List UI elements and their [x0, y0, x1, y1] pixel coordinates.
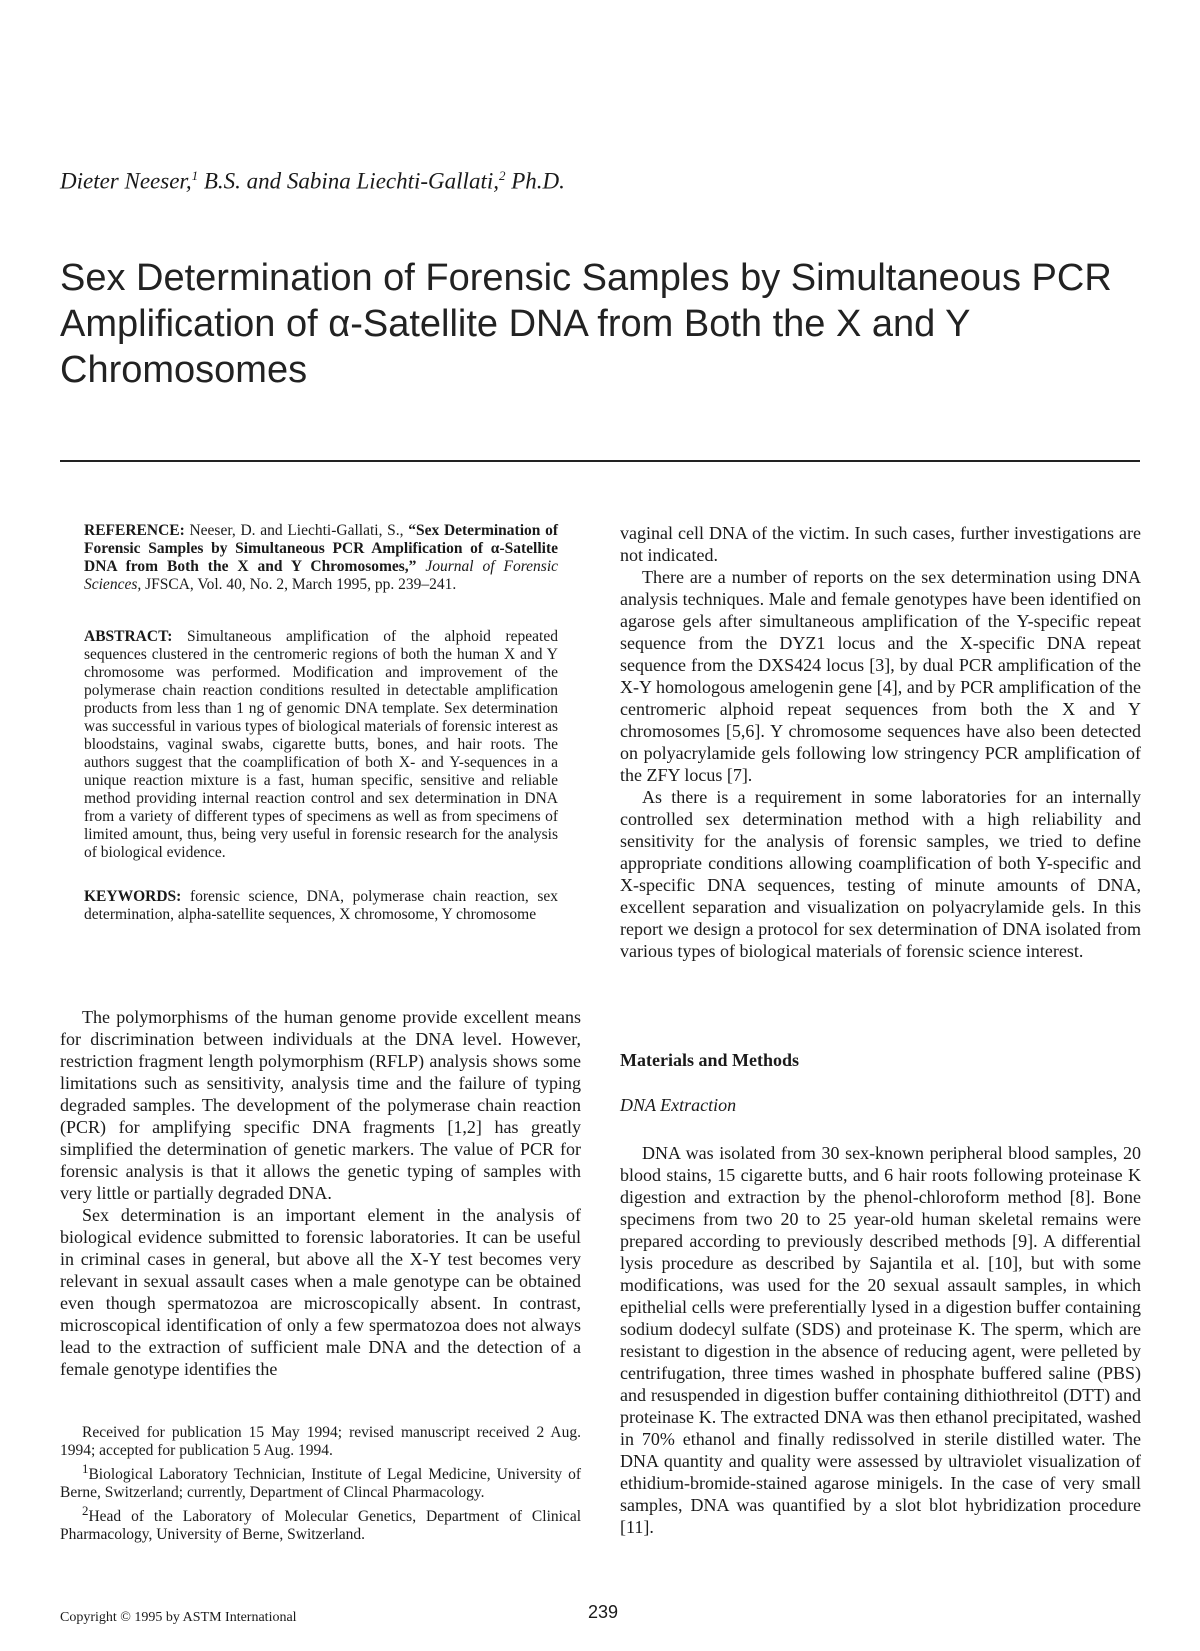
right-paragraph-2: There are a number of reports on the sex determination using DNA analysis techniques. Male and female genotypes have been identified on agarose gels after simultaneous amplification of the Y-specific repeat sequence from the DYZ1 locus and the X-specific DNA repeat sequence from the DXS424 locus [3], by dual PCR amplification of the X-Y homologous amelogenin gene [4], and by PCR amplification of the centromeric alphoid repeat sequences from both the X and Y chromosomes [5,6]. Y chromosome sequences have also been detected on polyacrylamide gels following low stringency PCR amplification of the ZFY locus [7]. [620, 567, 1141, 785]
page-number: 239 [588, 1602, 619, 1622]
author-degrees: B.S. and Sabina Liechti-Gallati, [198, 168, 499, 194]
author-2-affil: 2 [498, 168, 506, 183]
reference-label: REFERENCE: [84, 522, 185, 539]
copyright: Copyright © 1995 by ASTM International [60, 1610, 297, 1625]
footnote-2: Head of the Laboratory of Molecular Genetics, Department of Clinical Pharmacology, University of Berne, Switzerland. [60, 1508, 581, 1544]
paper-title: Sex Determination of Forensic Samples by Simultaneous PCR Amplification of α-Satellite DNA from Both the X and Y Chromosomes [60, 257, 1112, 391]
methods-paragraph: DNA was isolated from 30 sex-known peripheral blood samples, 20 blood stains, 15 cigarette butts, and 6 hair roots following proteinase K digestion and extraction by the phenol-chloroform method [8]. Bone specimens from two 20 to 25 year-old human skeletal remains were prepared according to previously described methods [9]. A differential lysis procedure as described by Sajantila et al. [10], but with some modifications, was used for the 20 sexual assault samples, in which epithelial cells were preferentially lysed in a digestion buffer containing sodium dodecyl sulfate (SDS) and proteinase K. The sperm, which are resistant to digestion in the absence of reducing agent, were pelleted by centrifugation, three times washed in phosphate buffered saline (PBS) and resuspended in digestion buffer containing dithiothreitol (DTT) and proteinase K. The extracted DNA was then ethanol precipitated, washed in 70% ethanol and finally redissolved in sterile distilled water. The DNA quantity and quality were assessed by ultraviolet visualization of ethidium-bromide-stained agarose minigels. In the case of very small samples, DNA was quantified by a slot blot hybridization procedure [11]. [620, 1143, 1141, 1537]
reference-details: JFSCA, Vol. 40, No. 2, March 1995, pp. 239–241. [141, 576, 457, 593]
author-line [60, 168, 1060, 195]
author-1-affil: 1 [191, 168, 199, 183]
intro-paragraph-1: The polymorphisms of the human genome provide excellent means for discrimination between individuals at the DNA level. However, restriction fragment length polymorphism (RFLP) analysis shows some limitations such as sensitivity, analysis time and the failure of typing degraded samples. The development of the polymerase chain reaction (PCR) for amplifying specific DNA fragments [1,2] has greatly simplified the determination of genetic markers. The value of PCR for forensic analysis is that it allows the genetic typing of samples with very little or partially degraded DNA. [60, 1007, 581, 1203]
intro-paragraph-2: Sex determination is an important element in the analysis of biological evidence submitted to forensic laboratories. It can be useful in criminal cases in general, but above all the X-Y test becomes very relevant in sexual assault cases when a male genotype can be obtained even though spermatozoa are microscopically absent. In contrast, microscopical identification of only a few spermatozoa does not always lead to the extraction of sufficient male DNA and the detection of a female genotype identifies the [60, 1205, 581, 1379]
keywords-block [84, 888, 558, 924]
footnotes [60, 1424, 581, 1544]
footnote-1-mark: 1 [82, 1461, 89, 1476]
footnote-1: Biological Laboratory Technician, Institute of Legal Medicine, University of Berne, Switzerland; currently, Department of Clincal Pharmacology. [60, 1466, 581, 1502]
reference-block [84, 522, 558, 594]
author-2-degree: Ph.D. [505, 168, 565, 194]
footnote-2-mark: 2 [82, 1503, 89, 1519]
subsection-heading: DNA Extraction [620, 1095, 737, 1115]
reference-authors: Neeser, D. and Liechti-Gallati, S., [184, 522, 409, 539]
keywords-label: KEYWORDS: [84, 888, 182, 905]
title-rule [60, 460, 1140, 462]
abstract-text: Simultaneous amplification of the alphoid repeated sequences clustered in the centromeric regions of both the human X and Y chromosome was performed. Modification and improvement of the polymerase chain reaction conditions resulted in detectable amplification products from less than 1 ng of genomic DNA template. Sex determination was successful in various types of biological materials of forensic interest as bloodstains, vaginal swabs, cigarette butts, bones, and hair roots. The authors suggest that the coamplification of both X- and Y-sequences in a unique reaction mixture is a fast, human specific, sensitive and reliable method providing internal reaction control and sex determination in DNA from a variety of different types of specimens as well as from specimens of limited amount, thus, being very useful in forensic research for the analysis of biological evidence. [84, 628, 558, 861]
right-paragraph-3: As there is a requirement in some laboratories for an internally controlled sex determination method with a high reliability and sensitivity for the analysis of forensic samples, we tried to define appropriate conditions allowing coamplification of both Y-specific and X-specific DNA sequences, testing of minute amounts of DNA, excellent separation and visualization on polyacrylamide gels. In this report we design a protocol for sex determination of DNA isolated from various types of biological materials of forensic science interest. [620, 787, 1141, 961]
reference-title: “Sex Determination of Forensic Samples by Simultaneous PCR Amplification of α-Satellite DNA from Both the X and Y Chromosomes,” [84, 522, 558, 575]
right-paragraph-1: vaginal cell DNA of the victim. In such cases, further investigations are not indicated. [620, 523, 1141, 565]
abstract-block [84, 628, 558, 862]
reference-journal: Journal of Forensic Sciences, [84, 558, 559, 593]
methods-column [620, 1142, 1141, 1538]
section-heading: Materials and Methods [620, 1050, 799, 1070]
abstract-label: ABSTRACT: [84, 628, 173, 645]
footnote-received: Received for publication 15 May 1994; revised manuscript received 2 Aug. 1994; accepted for publication 5 Aug. 1994. [60, 1424, 581, 1459]
keywords-text: forensic science, DNA, polymerase chain reaction, sex determination, alpha-satellite sequences, X chromosome, Y chromosome [84, 888, 558, 923]
right-column-top [620, 522, 1141, 962]
author-1: Dieter Neeser, [60, 168, 192, 194]
intro-column [60, 1006, 581, 1380]
